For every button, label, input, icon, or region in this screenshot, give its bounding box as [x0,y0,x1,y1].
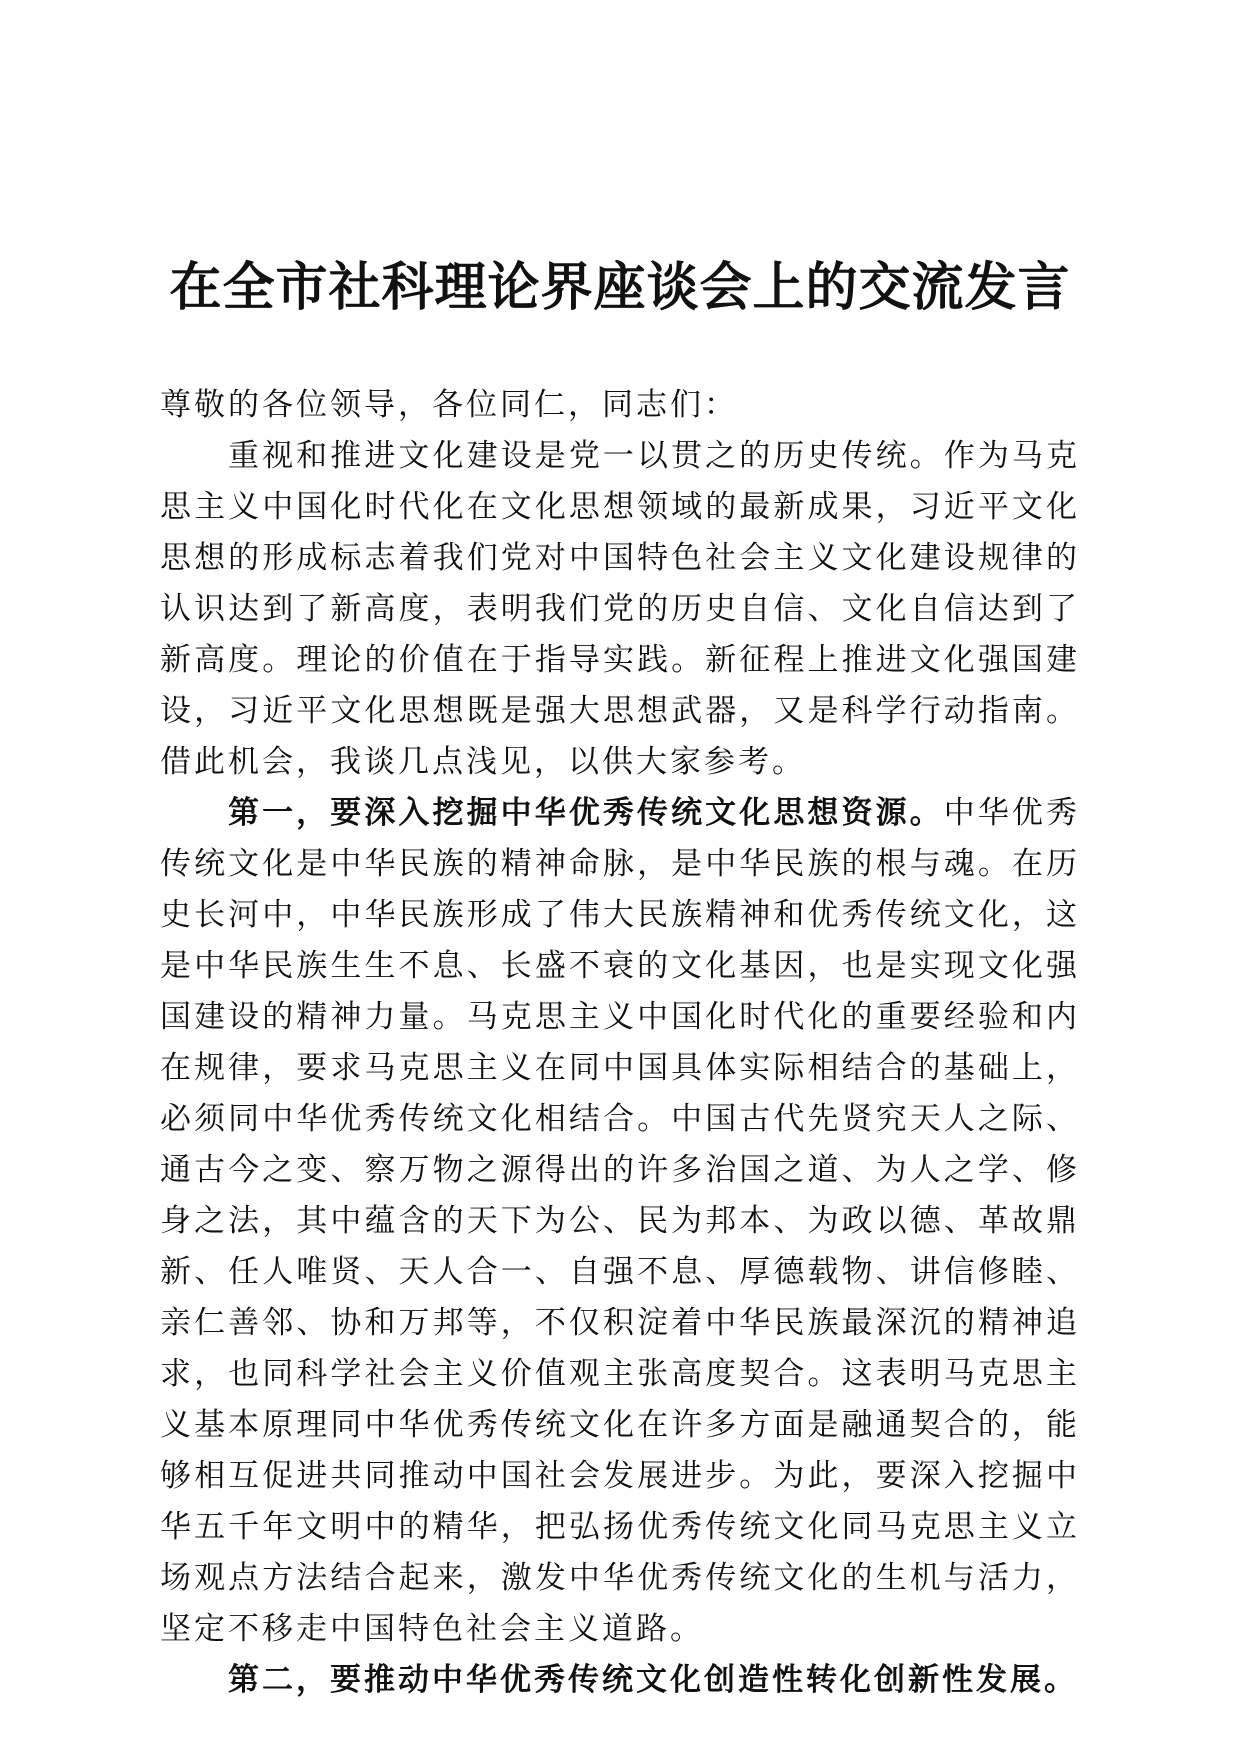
document-body [160,380,1080,1706]
point-two-heading: 第二，要推动中华优秀传统文化创造性转化创新性发展。 [228,1662,1078,1698]
document-title: 在全市社科理论界座谈会上的交流发言 [169,257,1071,318]
paragraph-point-two [160,1655,1080,1706]
paragraph-intro [160,431,1080,788]
paragraph-point-one [160,788,1080,1655]
salutation: 尊敬的各位领导，各位同仁，同志们： [160,387,738,423]
point-one-heading: 第一，要深入挖掘中华优秀传统文化思想资源。 [228,795,944,831]
paragraph-text: 中华优秀传统文化是中华民族的精神命脉，是中华民族的根与魂。在历史长河中，中华民族形成了伟大民族精神和优秀传统文化，这是中华民族生生不息、长盛不衰的文化基因，也是实现文化强国建设的精神力量。马克思主义中国化时代化的重要经验和内在规律，要求马克思主义在同中国具体实际相结合的基础上，必须同中华优秀传统文化相结合。中国古代先贤究天人之际、通古今之变、察万物之源得出的许多治国之道、为人之学、修身之法，其中蕴含的天下为公、民为邦本、为政以德、革故鼎新、任人唯贤、天人合一、自强不息、厚德载物、讲信修睦、亲仁善邻、协和万邦等，不仅积淀着中华民族最深沉的精神追求，也同科学社会主义价值观主张高度契合。这表明马克思主义基本原理同中华优秀传统文化在许多方面是融通契合的，能够相互促进共同推动中国社会发展进步。为此，要深入挖掘中华五千年文明中的精华，把弘扬优秀传统文化同马克思主义立场观点方法结合起来，激发中华优秀传统文化的生机与活力，坚定不移走中国特色社会主义道路。 [160,795,1080,1647]
paragraph-text: 重视和推进文化建设是党一以贯之的历史传统。作为马克思主义中国化时代化在文化思想领域的最新成果，习近平文化思想的形成标志着我们党对中国特色社会主义文化建设规律的认识达到了新高度，表明我们党的历史自信、文化自信达到了新高度。理论的价值在于指导实践。新征程上推进文化强国建设，习近平文化思想既是强大思想武器，又是科学行动指南。借此机会，我谈几点浅见，以供大家参考。 [160,438,1080,780]
